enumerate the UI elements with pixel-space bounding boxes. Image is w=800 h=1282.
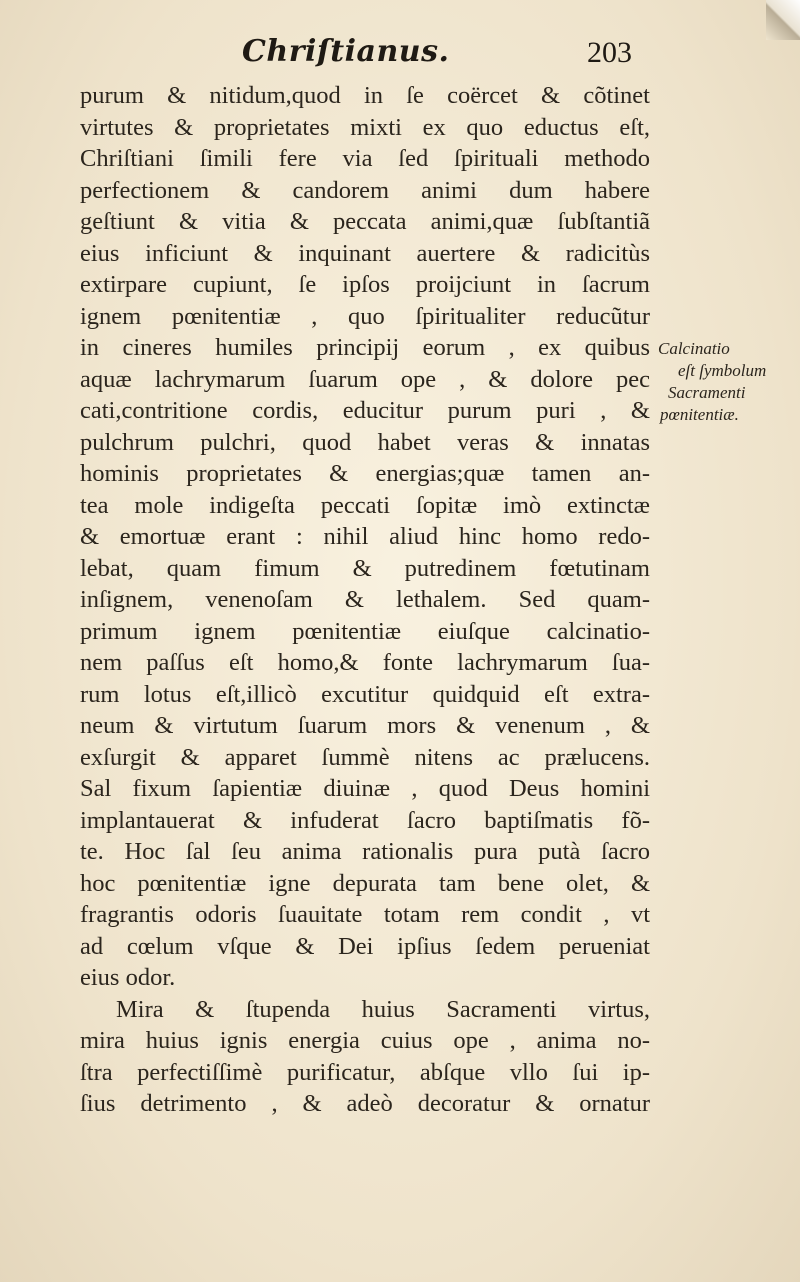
paragraph-end-line: eius odor.	[80, 964, 176, 991]
text-line: eius inficiunt & inquinant auertere & radicitùs	[80, 239, 650, 267]
text-line: inſignem, venenoſam & lethalem. Sed quam-	[80, 586, 650, 613]
text-line: hoc pœnitentiæ igne depurata tam bene olet, &	[80, 869, 650, 897]
text-line: hominis proprietates & energias;quæ tamen an-	[80, 460, 650, 487]
page-number: 203	[587, 36, 632, 69]
body-text	[80, 80, 650, 1120]
text-line: in cineres humiles principij eorum , ex quibus	[80, 334, 650, 361]
text-line: aquæ lachrymarum ſuarum ope , & dolore pec	[80, 365, 650, 393]
text-line: lebat, quam fimum & putredinem fœtutinam	[80, 554, 650, 582]
text-line: ſius detrimento , & adeò decoratur & ornatur	[80, 1090, 650, 1117]
text-line: geſtiunt & vitia & peccata animi,quæ ſubſtantiã	[80, 208, 650, 235]
text-line: Chriſtiani ſimili fere via ſed ſpirituali methodo	[80, 145, 650, 172]
text-line: fragrantis odoris ſuauitate totam rem condit , vt	[80, 901, 650, 928]
text-line: te. Hoc ſal ſeu anima rationalis pura putà ſacro	[80, 838, 650, 865]
margin-note	[658, 338, 798, 426]
paragraph-start-line: Mira & ſtupenda huius Sacramenti virtus,	[116, 995, 650, 1023]
text-line: ad cœlum vſque & Dei ipſius ſedem perueniat	[80, 932, 650, 960]
text-line: tea mole indigeſta peccati ſopitæ imò extinctæ	[80, 491, 650, 519]
text-line: & emortuæ erant : nihil aliud hinc homo redo-	[80, 523, 650, 550]
margin-note-line: eſt ſymbolum	[678, 361, 767, 380]
page-header	[200, 28, 640, 80]
text-line: neum & virtutum ſuarum mors & venenum , &	[80, 712, 650, 739]
text-line: ignem pœnitentiæ , quo ſpiritualiter reducũtur	[80, 302, 650, 330]
text-line: implantauerat & infuderat ſacro baptiſmatis fõ-	[80, 806, 650, 834]
text-line: primum ignem pœnitentiæ eiuſque calcinatio-	[80, 617, 650, 645]
text-line: mira huius ignis energia cuius ope , anima no-	[80, 1027, 650, 1054]
margin-note-line: Calcinatio	[658, 339, 730, 358]
text-line: cati,contritione cordis, educitur purum puri , &	[80, 397, 650, 424]
margin-note-line: Sacramenti	[668, 383, 746, 402]
text-line: ſtra perfectiſſimè purificatur, abſque vllo ſui ip-	[80, 1058, 650, 1086]
text-line: pulchrum pulchri, quod habet veras & innatas	[80, 428, 650, 456]
text-line: virtutes & proprietates mixti ex quo eductus eſt,	[80, 113, 650, 141]
running-head: Chriſtianus.	[242, 34, 450, 69]
text-line: nem paſſus eſt homo,& fonte lachrymarum ſua-	[80, 649, 650, 676]
text-line: exſurgit & apparet ſummè nitens ac prælucens.	[80, 743, 650, 771]
text-line: perfectionem & candorem animi dum habere	[80, 176, 650, 204]
text-line: extirpare cupiunt, ſe ipſos proijciunt in ſacrum	[80, 271, 650, 298]
text-line: Sal fixum ſapientiæ diuinæ , quod Deus homini	[80, 775, 650, 802]
text-line: purum & nitidum,quod in ſe coërcet & cõtinet	[80, 82, 650, 109]
page-fold-corner	[766, 0, 800, 40]
margin-note-line: pœnitentiæ.	[660, 405, 739, 424]
text-line: rum lotus eſt,illicò excutitur quidquid eſt extra-	[80, 680, 650, 708]
